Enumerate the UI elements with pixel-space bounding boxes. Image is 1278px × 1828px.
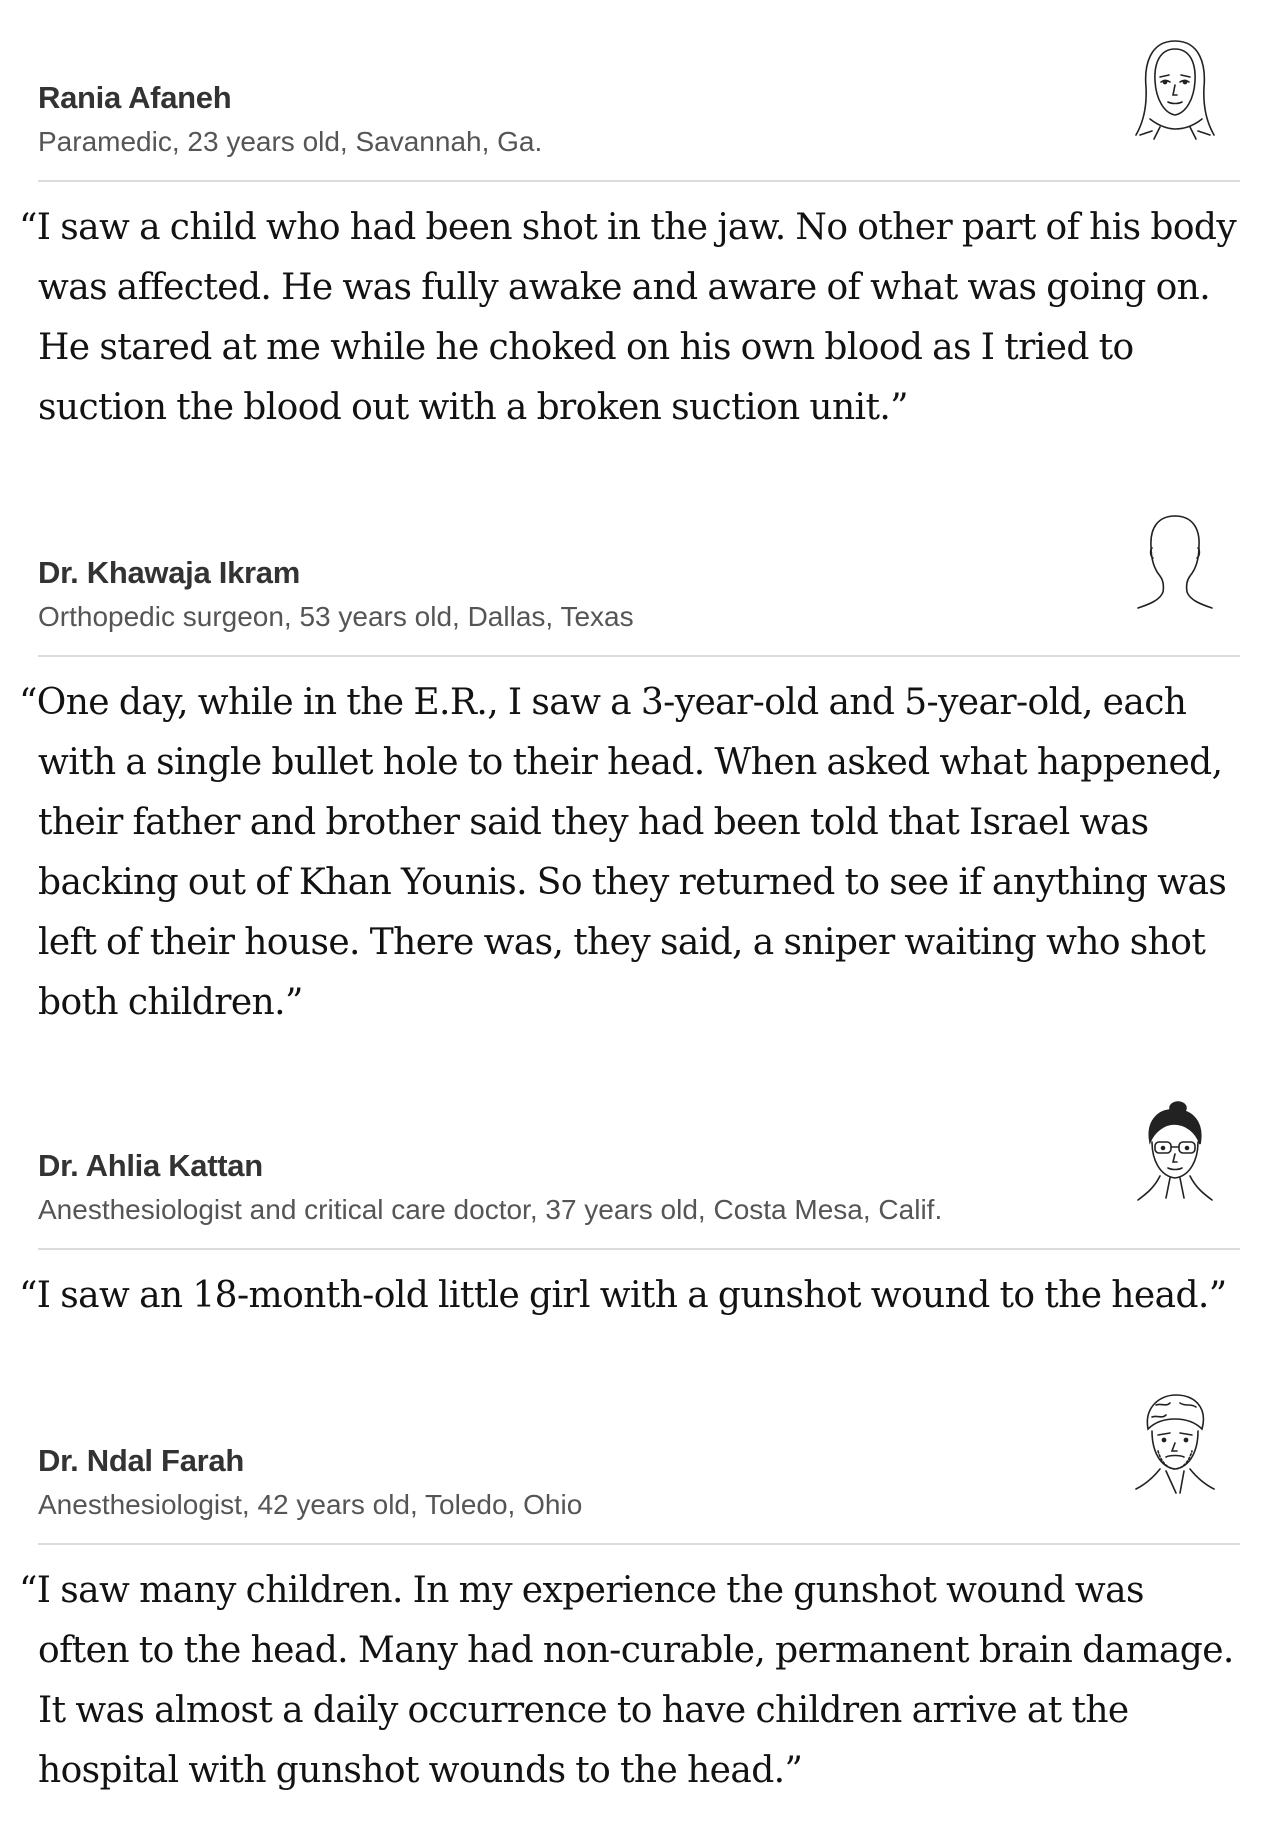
person-name: Dr. Ahlia Kattan (38, 1148, 263, 1183)
person-name: Dr. Khawaja Ikram (38, 555, 300, 590)
testimonial-entry (19, 1443, 1240, 1801)
testimonial-quote: “I saw many children. In my experience the gunshot wound was often to the head. Many had non-curable, permanent brain damage. It was almost a daily occurrence to have children arrive at the hospital with gunshot wounds to the head.” (19, 1570, 1234, 1791)
testimonial-quote: “One day, while in the E.R., I saw a 3-year-old and 5-year-old, each with a single bullet hole to their head. When asked what happened, their father and brother said they had been told that Israel was backing out of Khan Younis. So they returned to see if anything was left of their house. There was, they said, a sniper waiting who shot both children.” (19, 682, 1227, 1023)
portrait-woman-glasses-icon (1130, 1098, 1220, 1208)
testimonial-header (38, 555, 1240, 657)
testimonial-header (38, 1443, 1240, 1545)
testimonial-header (38, 1148, 1240, 1250)
person-name: Dr. Ndal Farah (38, 1443, 244, 1478)
portrait-silhouette-icon (1130, 510, 1220, 620)
testimonial-entry (19, 555, 1240, 1033)
testimonial-quote: “I saw an 18-month-old little girl with a gunshot wound to the head.” (19, 1275, 1227, 1316)
testimonial-entry (19, 80, 1240, 438)
portrait-man-surgical-cap-icon (1130, 1389, 1220, 1499)
person-role: Anesthesiologist, 42 years old, Toledo, Ohio (38, 1489, 583, 1520)
portrait-woman-headscarf-icon (1130, 35, 1220, 145)
person-name: Rania Afaneh (38, 80, 232, 115)
person-role: Orthopedic surgeon, 53 years old, Dallas, Texas (38, 601, 634, 632)
person-role: Paramedic, 23 years old, Savannah, Ga. (38, 126, 543, 157)
testimonial-quote: “I saw a child who had been shot in the jaw. No other part of his body was affected. He was fully awake and aware of what was going on. He stared at me while he choked on his own blood as I tried to suction the blood out with a broken suction unit.” (19, 207, 1237, 428)
testimonial-header (38, 80, 1240, 182)
person-role: Anesthesiologist and critical care doctor, 37 years old, Costa Mesa, Calif. (38, 1194, 943, 1225)
testimonial-entry (19, 1148, 1240, 1326)
